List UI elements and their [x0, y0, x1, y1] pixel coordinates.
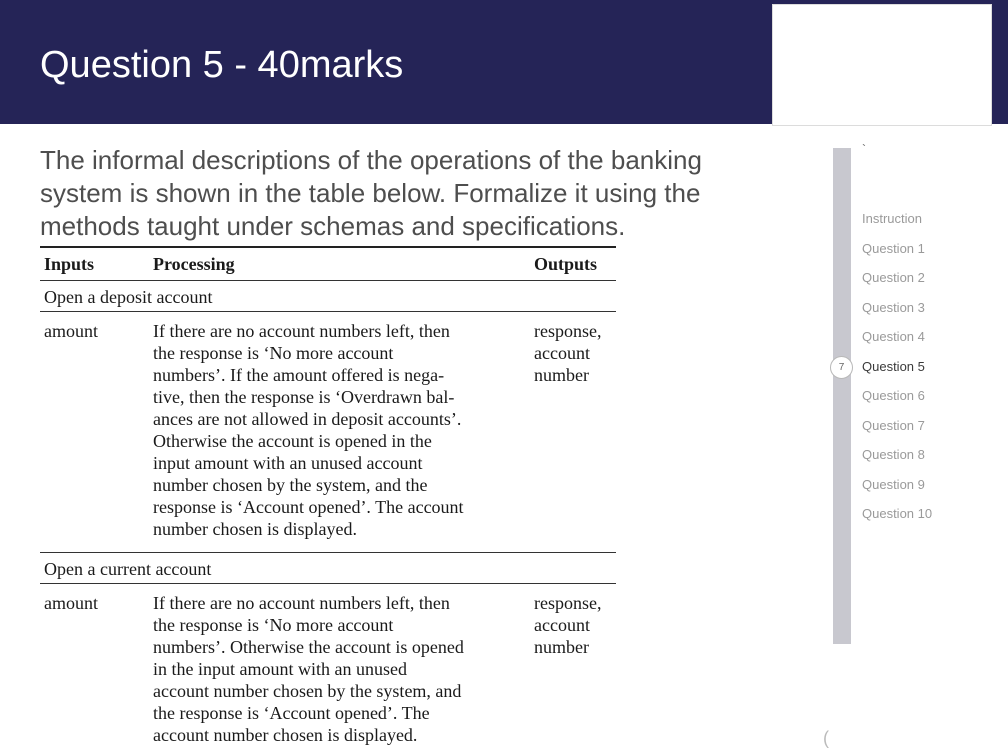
- output-line: response,: [534, 593, 602, 613]
- slide-thumbnail-panel: [772, 4, 992, 126]
- output-line: account: [534, 615, 590, 635]
- nav-item-question-1[interactable]: Question 1: [862, 241, 925, 256]
- processing-line: account number chosen is displayed.: [153, 725, 418, 745]
- nav-item-question-7[interactable]: Question 7: [862, 418, 925, 433]
- processing-line: response is ‘Account opened’. The account: [153, 497, 464, 517]
- output-line: number: [534, 365, 589, 385]
- processing-line: tive, then the response is ‘Overdrawn bal-: [153, 387, 455, 407]
- header-outputs: Outputs: [534, 254, 598, 274]
- nav-item-instruction[interactable]: Instruction: [862, 211, 922, 226]
- input-cell: amount: [44, 321, 98, 341]
- operations-table: [40, 246, 616, 756]
- processing-line: the response is ‘No more account: [153, 615, 394, 635]
- section-rule: [40, 311, 616, 312]
- input-cell: amount: [44, 593, 98, 613]
- processing-line: the response is ‘No more account: [153, 343, 394, 363]
- section-rule: [40, 583, 616, 584]
- nav-item-question-10[interactable]: Question 10: [862, 506, 933, 521]
- slide-title: Question 5 - 40marks: [40, 44, 404, 86]
- scroll-indicator-icon: (: [823, 728, 829, 748]
- table-row-deposit: [40, 320, 616, 552]
- nav-item-question-5[interactable]: Question 5: [862, 359, 925, 374]
- nav-progress-track[interactable]: [833, 148, 851, 644]
- nav-item-question-2[interactable]: Question 2: [862, 270, 925, 285]
- processing-line: Otherwise the account is opened in the: [153, 431, 432, 451]
- processing-line: If there are no account numbers left, then: [153, 593, 450, 613]
- processing-line: ances are not allowed in deposit accounts’.: [153, 409, 462, 429]
- table-row-current: [40, 592, 616, 756]
- processing-line: in the input amount with an unused: [153, 659, 407, 679]
- section-title-deposit: Open a deposit account: [44, 287, 213, 307]
- processing-line: number chosen by the system, and the: [153, 475, 428, 495]
- question-instruction: The informal descriptions of the operations of the banking system is shown in the table below. Formalize it using the methods taught under schemas and specifications.: [40, 145, 702, 241]
- section-title-current: Open a current account: [44, 559, 212, 579]
- output-line: account: [534, 343, 590, 363]
- processing-cell: [153, 592, 523, 746]
- output-line: response,: [534, 321, 602, 341]
- processing-line: number chosen is displayed.: [153, 519, 357, 539]
- nav-item-question-3[interactable]: Question 3: [862, 300, 925, 315]
- processing-line: numbers’. Otherwise the account is opened: [153, 637, 464, 657]
- current-slide-marker[interactable]: 7: [830, 356, 853, 379]
- processing-line: numbers’. If the amount offered is nega-: [153, 365, 445, 385]
- outputs-cell: [534, 320, 618, 386]
- output-line: number: [534, 637, 589, 657]
- nav-item-question-8[interactable]: Question 8: [862, 447, 925, 462]
- header-processing: Processing: [153, 254, 235, 274]
- outputs-cell: [534, 592, 618, 658]
- nav-item-question-6[interactable]: Question 6: [862, 388, 925, 403]
- processing-line: input amount with an unused account: [153, 453, 423, 473]
- processing-line: account number chosen by the system, and: [153, 681, 462, 701]
- nav-item-question-4[interactable]: Question 4: [862, 329, 925, 344]
- header-inputs: Inputs: [44, 254, 95, 274]
- nav-tick-mark: `: [862, 142, 866, 156]
- processing-cell: [153, 320, 523, 540]
- nav-item-question-9[interactable]: Question 9: [862, 477, 925, 492]
- processing-line: If there are no account numbers left, then: [153, 321, 450, 341]
- processing-line: the response is ‘Account opened’. The: [153, 703, 430, 723]
- table-header-row: [40, 248, 616, 280]
